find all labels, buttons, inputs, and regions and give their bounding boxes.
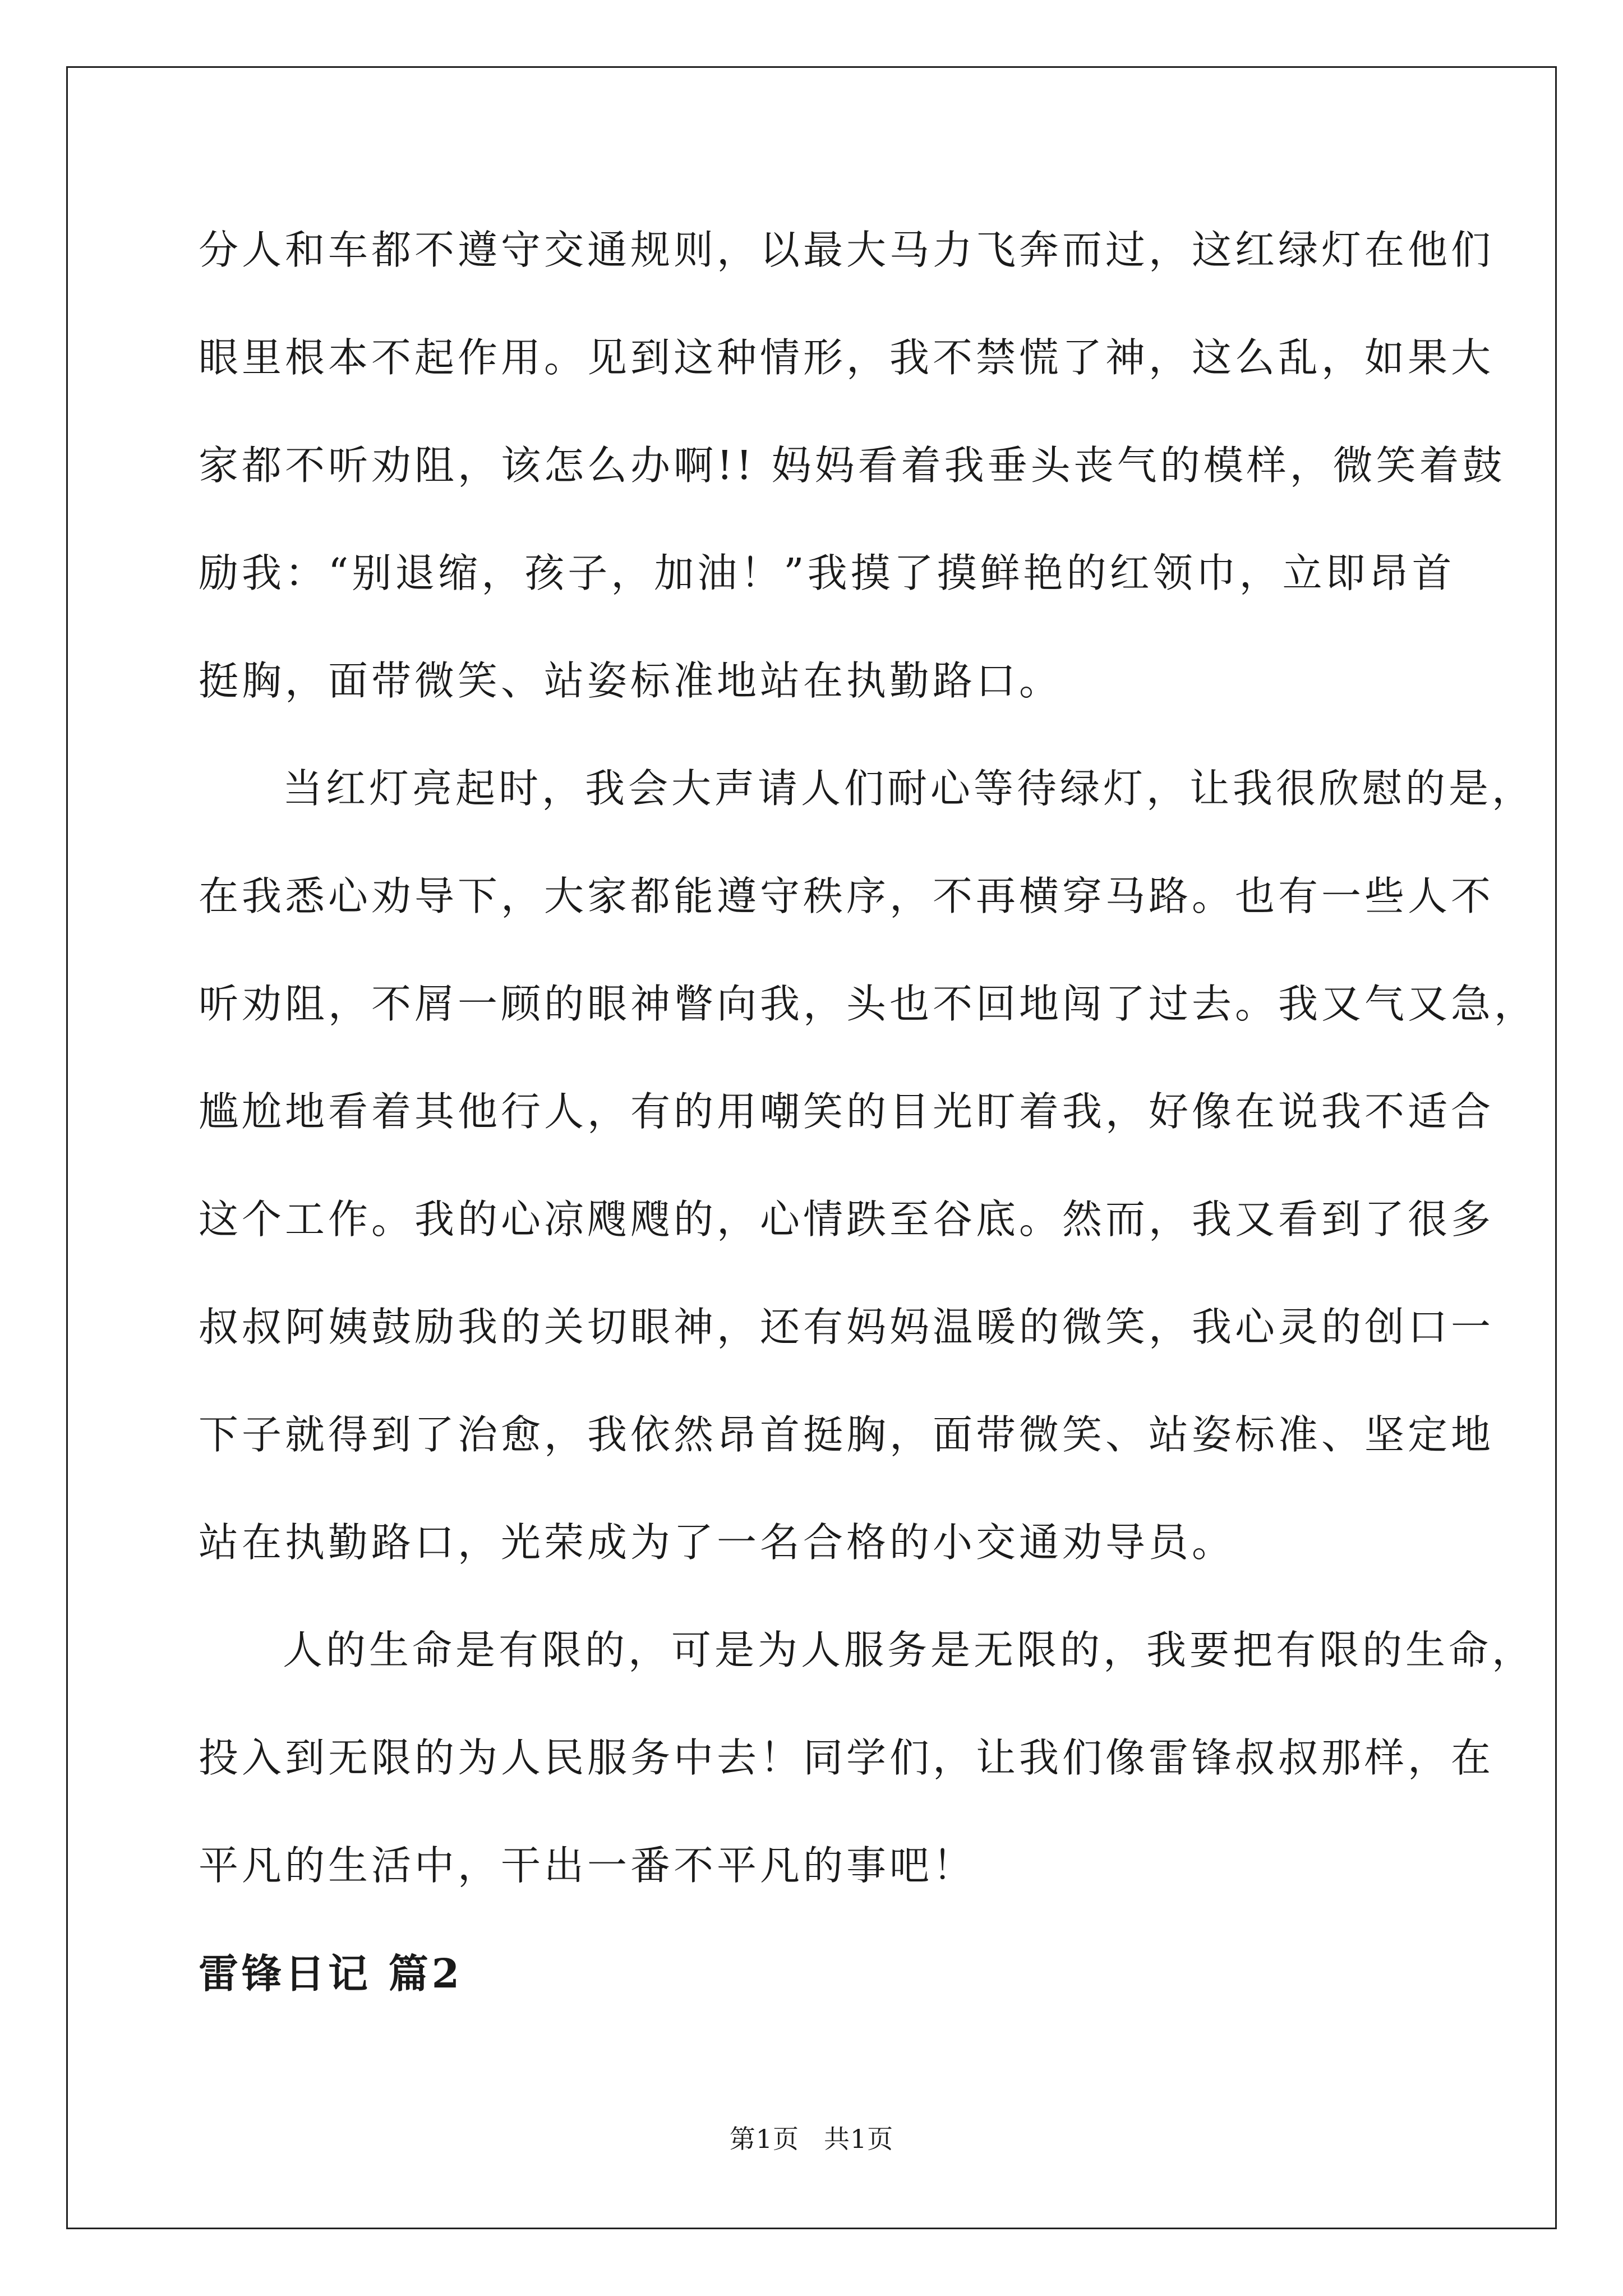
text-line: 平凡的生活中，干出一番不平凡的事吧！ — [199, 1842, 976, 1889]
text-line: 分人和车都不遵守交通规则，以最大马力飞奔而过，这红绿灯在他们 — [199, 227, 1495, 273]
document-body — [199, 196, 1538, 2027]
text-line: 投入到无限的为人民服务中去！同学们，让我们像雷锋叔叔那样，在 — [199, 1734, 1495, 1781]
text-line: 站在执勤路口，光荣成为了一名合格的小交通劝导员。 — [199, 1519, 1235, 1566]
text-line: 家都不听劝阻，该怎么办啊!! 妈妈看着我垂头丧气的模样，微笑着鼓 — [199, 442, 1506, 489]
text-line: 眼里根本不起作用。见到这种情形，我不禁慌了神，这么乱，如果大 — [199, 334, 1495, 381]
text-line: 下子就得到了治愈，我依然昂首挺胸，面带微笑、站姿标准、坚定地 — [199, 1411, 1495, 1458]
paragraph-3 — [199, 1596, 1536, 1920]
page-footer — [0, 2122, 1623, 2156]
section-heading: 雷锋日记 篇2 — [199, 1950, 463, 1997]
text-line: 叔叔阿姨鼓励我的关切眼神，还有妈妈温暖的微笑，我心灵的创口一 — [199, 1304, 1495, 1350]
text-line: 当红灯亮起时，我会大声请人们耐心等待绿灯，让我很欣慰的是， — [283, 765, 1536, 812]
page-number: 第1页 — [729, 2124, 799, 2154]
text-line: 尴尬地看着其他行人，有的用嘲笑的目光盯着我，好像在说我不适合 — [199, 1088, 1495, 1135]
text-line: 这个工作。我的心凉飕飕的，心情跌至谷底。然而，我又看到了很多 — [199, 1196, 1495, 1243]
text-line: 听劝阻，不屑一顾的眼神瞥向我，头也不回地闯了过去。我又气又急， — [199, 981, 1538, 1027]
text-line: 在我悉心劝导下，大家都能遵守秩序，不再横穿马路。也有一些人不 — [199, 873, 1495, 919]
text-line: 励我：“别退缩，孩子，加油！”我摸了摸鲜艳的红领巾，立即昂首 — [199, 550, 1455, 596]
text-line: 人的生命是有限的，可是为人服务是无限的，我要把有限的生命， — [283, 1627, 1536, 1673]
page-total: 共1页 — [824, 2124, 894, 2154]
text-line: 挺胸，面带微笑、站姿标准地站在执勤路口。 — [199, 657, 1063, 704]
paragraph-1 — [199, 196, 1506, 735]
paragraph-2 — [199, 735, 1538, 1596]
